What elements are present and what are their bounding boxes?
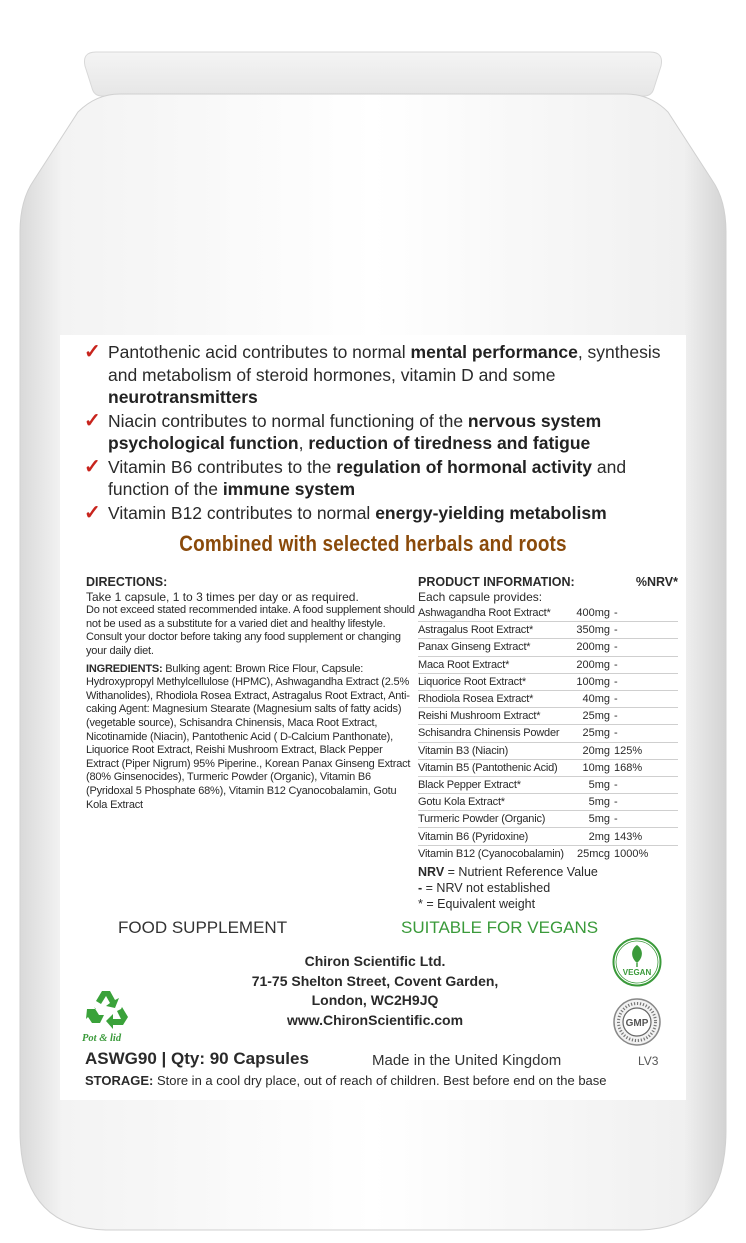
nrv-key-text: = Nutrient Reference Value (444, 864, 598, 879)
cell-nrv: 1000% (614, 847, 649, 860)
nrv-header: %NRV* (635, 575, 678, 589)
claim-text: , synthesis and metabolism of steroid hormones, vitamin D and some (108, 342, 661, 385)
claim-highlight: immune system (222, 479, 356, 499)
cell-amount: 25mg (582, 727, 610, 740)
product-information (418, 575, 678, 912)
label-version: LV3 (638, 1054, 659, 1068)
cell-amount: 5mg (588, 813, 610, 826)
cell-name: Panax Ginseng Extract* (418, 641, 531, 654)
ingredients-text: Bulking agent: Brown Rice Flour, Capsule: Hydroxypropyl Methylcellulose (HPMC), Ashwagandha Extract (2.5% Withanolides), Rhodiola Rosea Extract, Astragalus Root Extract, Anti-caking Agent: Magnesium Stearate (Magnesium salts of fatty acids) (vegetable source), Schisandra Chinensis, Maca Root Extract, Nicotinamide (Niacin), Pantothenic Acid ( D-Calcium Panthonate), Liquorice Root Extract, Reishi Mushroom Extract, Black Pepper Extract (Piper Nigrum) 95% Piperine., Korean Panax Ginseng Extract (80% Ginsenocides), Turmeric Powder (Organic), Vitamin B6 (Pyridoxal 5 Phosphate 68%), Vitamin B12 Cyanocobalamin, Gotu Kola Extract (86, 662, 411, 811)
cell-name: Rhodiola Rosea Extract* (418, 693, 534, 706)
cell-amount: 5mg (588, 778, 610, 791)
table-row (418, 742, 678, 759)
cell-name: Ashwagandha Root Extract* (418, 607, 551, 620)
cell-nrv: - (614, 624, 618, 637)
cell-amount: 200mg (576, 658, 610, 671)
cell-nrv: - (614, 796, 618, 809)
claim-text: Vitamin B12 contributes to normal (108, 502, 376, 523)
dash-key-text: = NRV not established (422, 880, 551, 895)
cell-name: Liquorice Root Extract* (418, 675, 526, 688)
ingredients-title: INGREDIENTS: (86, 662, 163, 675)
cell-name: Vitamin B6 (Pyridoxine) (418, 830, 529, 843)
claim-text: Niacin contributes to normal functioning of the (108, 410, 468, 431)
cell-nrv: 143% (614, 830, 643, 843)
cell-name: Vitamin B12 (Cyanocobalamin) (418, 847, 564, 860)
cell-amount: 25mcg (576, 847, 610, 860)
cell-nrv: - (614, 710, 618, 723)
cell-name: Black Pepper Extract* (418, 778, 521, 791)
table-row (418, 690, 678, 707)
gmp-badge-icon (613, 998, 661, 1046)
claim-highlight: neurotransmitters (108, 387, 258, 407)
vegan-badge-text: VEGAN (622, 968, 652, 977)
table-row (418, 725, 678, 742)
table-row (418, 708, 678, 725)
claim-text: Vitamin B6 contributes to the (108, 456, 337, 477)
table-row (418, 622, 678, 639)
claim-item (84, 502, 684, 525)
table-row (418, 639, 678, 656)
cell-amount: 100mg (576, 675, 610, 688)
cell-nrv: - (614, 607, 618, 620)
cell-nrv: - (614, 658, 618, 671)
company-website: www.ChironScientific.com (286, 1011, 464, 1028)
claim-item (84, 341, 684, 409)
dash-key: - (418, 880, 423, 895)
table-row (418, 759, 678, 776)
claim-highlight: reduction of tiredness and fatigue (308, 433, 591, 453)
table-row (418, 656, 678, 673)
company-address-line2: London, WC2H9JQ (311, 992, 439, 1008)
suitable-for-vegans-text: SUITABLE FOR VEGANS (401, 918, 599, 937)
claim-text: , (298, 433, 309, 453)
cell-nrv: 125% (614, 744, 643, 757)
table-row (418, 845, 678, 862)
star-note: * = Equivalent weight (418, 896, 536, 911)
cell-nrv: - (614, 813, 618, 826)
check-icon: ✓ (84, 501, 101, 524)
table-row (418, 811, 678, 828)
table-row (418, 794, 678, 811)
check-icon: ✓ (84, 455, 101, 478)
storage-text: Store in a cool dry place, out of reach of children. Best before end on the base (153, 1073, 607, 1088)
directions-ingredients (86, 575, 416, 812)
cell-nrv: - (614, 727, 618, 740)
ingredients (86, 663, 416, 813)
claim-highlight: regulation of hormonal activity (336, 456, 593, 477)
claim-item (84, 456, 684, 501)
cell-nrv: - (614, 675, 618, 688)
cell-amount: 350mg (576, 624, 610, 637)
product-code: ASWG90 | Qty: 90 Capsules (85, 1049, 309, 1068)
cell-name: Reishi Mushroom Extract* (418, 710, 541, 723)
directions-warning: Do not exceed stated recommended intake. A food supplement should not be used as a substitute for a varied diet and healthy lifestyle. Consult your doctor before taking any food supplement or changing your daily diet. (86, 604, 415, 657)
cell-name: Vitamin B5 (Pantothenic Acid) (418, 761, 558, 774)
product-info-subtitle: Each capsule provides: (418, 590, 543, 604)
check-icon: ✓ (84, 409, 101, 432)
cell-name: Turmeric Powder (Organic) (418, 813, 546, 826)
cell-amount: 2mg (588, 830, 610, 843)
claim-highlight: energy-yielding metabolism (375, 502, 607, 523)
claim-highlight: mental performance (410, 342, 578, 362)
cell-name: Schisandra Chinensis Powder (418, 727, 560, 740)
cell-name: Astragalus Root Extract* (418, 624, 534, 637)
company-address (210, 952, 540, 1030)
cell-nrv: - (614, 641, 618, 654)
nrv-notes (418, 864, 678, 912)
table-row (418, 673, 678, 690)
claim-text: Pantothenic acid contributes to normal (108, 342, 411, 362)
cell-name: Gotu Kola Extract* (418, 796, 505, 809)
health-claims (84, 341, 684, 525)
food-supplement-text: FOOD SUPPLEMENT (118, 918, 288, 937)
cell-amount: 200mg (576, 641, 610, 654)
cell-nrv: 168% (614, 761, 643, 774)
cell-amount: 5mg (588, 796, 610, 809)
cell-amount: 25mg (582, 710, 610, 723)
table-row (418, 776, 678, 793)
directions-title: DIRECTIONS: (86, 575, 168, 589)
nrv-key: NRV (418, 864, 445, 879)
recycle-icon (84, 987, 136, 1033)
cell-name: Vitamin B3 (Niacin) (418, 744, 509, 757)
table-row (418, 828, 678, 845)
gmp-badge-text: GMP (625, 1018, 649, 1029)
directions-dose: Take 1 capsule, 1 to 3 times per day or as required. (86, 589, 359, 604)
cell-name: Maca Root Extract* (418, 658, 510, 671)
claim-highlight: nervous system psychological function (108, 410, 602, 453)
headline: Combined with selected herbals and roots (179, 531, 567, 556)
check-icon: ✓ (84, 341, 101, 363)
nutrition-table (418, 605, 678, 862)
cell-amount: 20mg (582, 744, 610, 757)
recycle-caption: Pot & lid (82, 1033, 122, 1044)
company-name: Chiron Scientific Ltd. (304, 953, 446, 969)
product-info-title: PRODUCT INFORMATION: (418, 575, 575, 589)
cell-amount: 400mg (576, 607, 610, 620)
claim-text: and function of the (108, 456, 627, 499)
cell-amount: 10mg (582, 761, 610, 774)
vegan-badge-icon (612, 937, 662, 987)
table-row (418, 605, 678, 622)
cell-nrv: - (614, 778, 618, 791)
company-address-line1: 71-75 Shelton Street, Covent Garden, (251, 972, 499, 989)
cell-nrv: - (614, 693, 618, 706)
storage-label: STORAGE: (85, 1073, 154, 1088)
claim-item (84, 410, 684, 455)
product-info-header (418, 575, 678, 589)
cell-amount: 40mg (582, 693, 610, 706)
storage-instructions (85, 1073, 607, 1088)
product-label (60, 335, 686, 1100)
made-in: Made in the United Kingdom (372, 1052, 562, 1069)
